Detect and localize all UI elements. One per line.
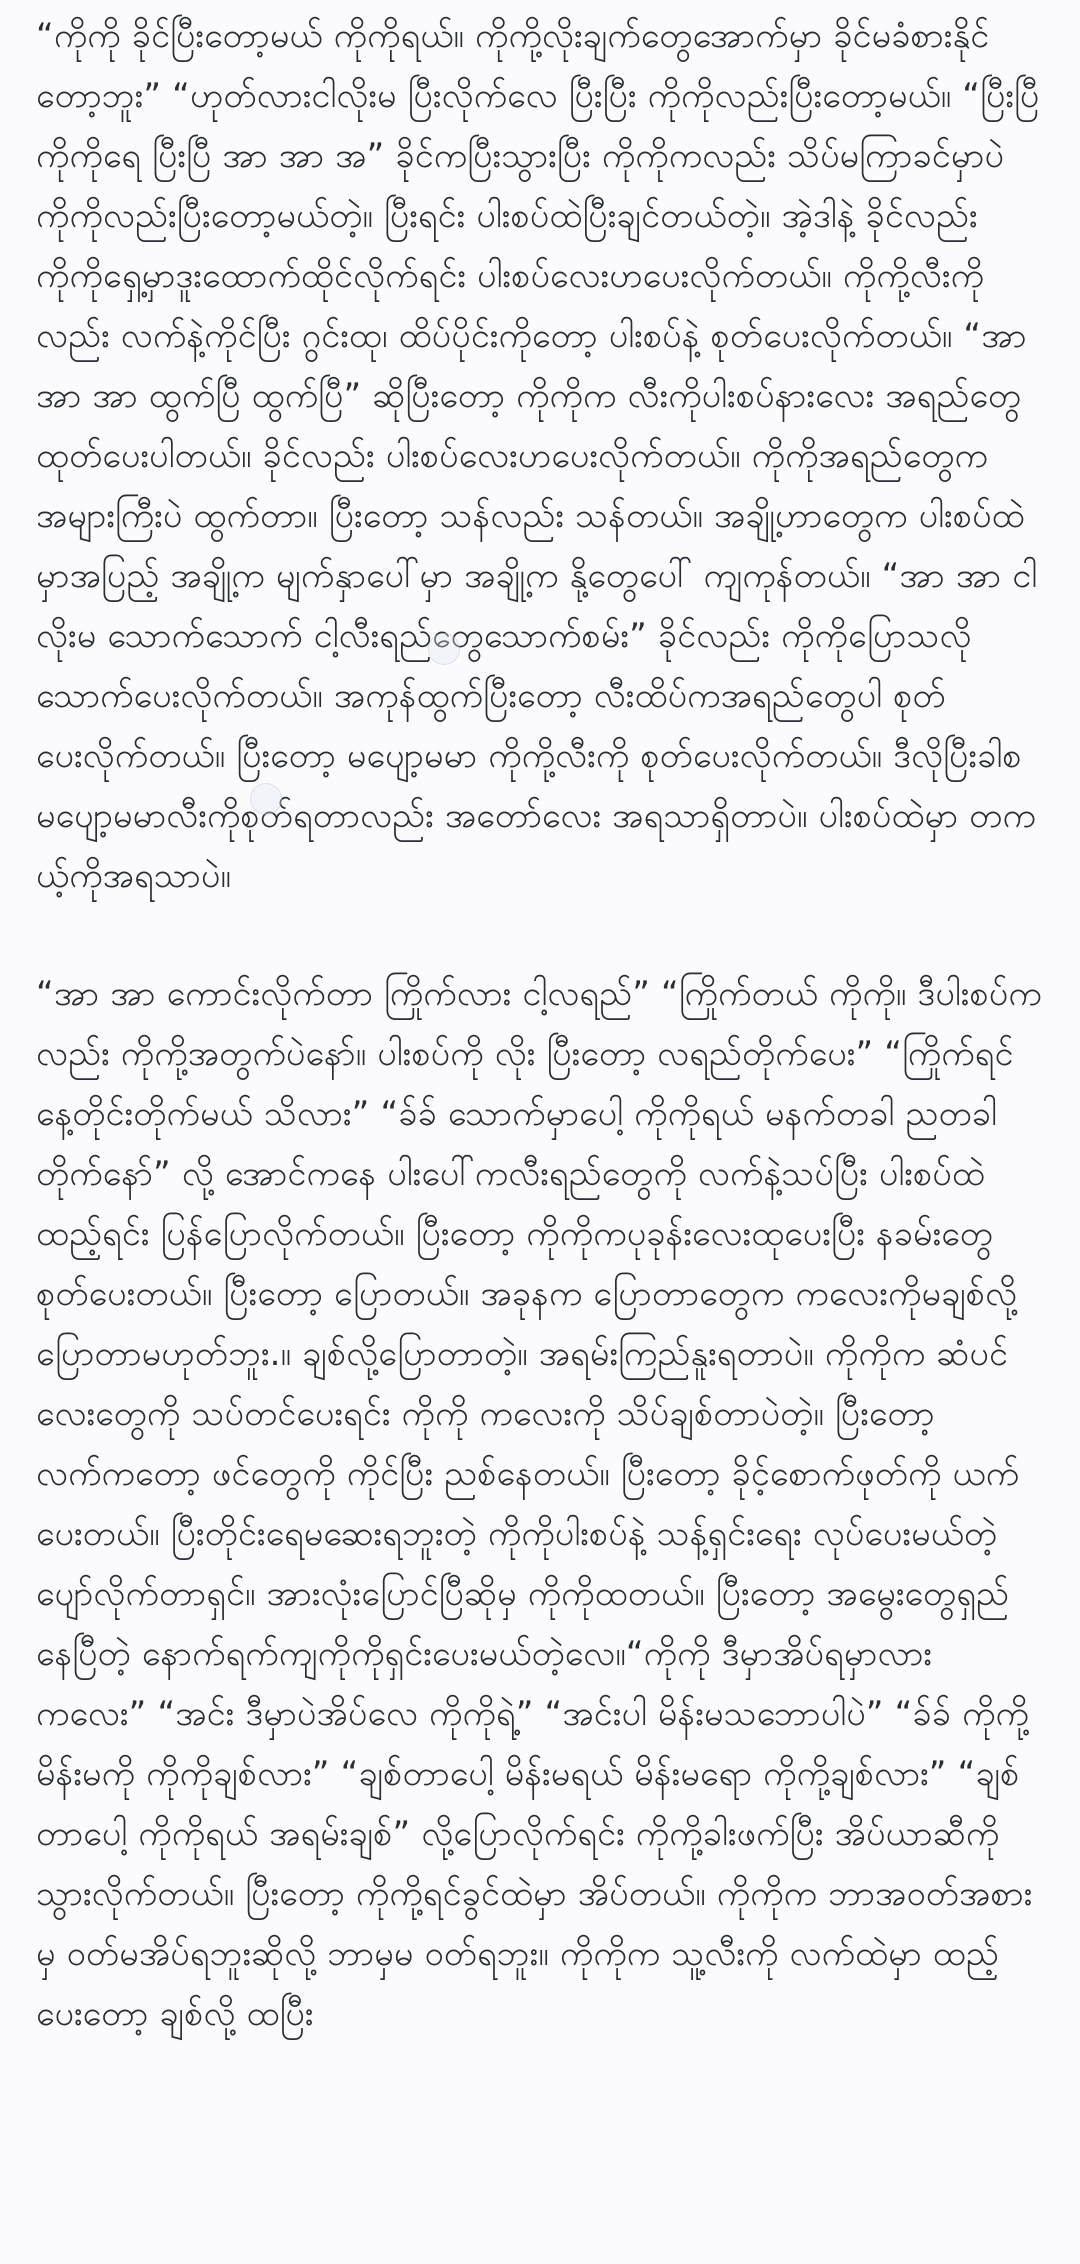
story-paragraph: “အာ အာ ကောင်းလိုက်တာ ကြိုက်လား ငါ့လရည်” “ကြိုက်တယ် ကိုကို။ ဒီပါးစပ်ကလည်း ကိုကို့အတွက်ပဲနော်။ ပါးစပ်ကို လိုး ပြီးတော့ လရည်တိုက်ပေး” “ကြိုက်ရင် နေ့တိုင်းတိုက်မယ် သိလား” “ခ်ခ် သောက်မှာပေါ့ ကိုကိုရယ် မနက်တခါ ညတခါတိုက်နော်” လို့ အောင်ကနေ ပါးပေါ်ကလီးရည်တွေကို လက်နဲ့သပ်ပြီး ပါးစပ်ထဲထည့်ရင်း ပြန်ပြောလိုက်တယ်။ ပြီးတော့ ကိုကိုကပုခုန်းလေးထုပေးပြီး နခမ်းတွေ စုတ်ပေးတယ်။ ပြီးတော့ ပြောတယ်။ အခုနက ပြောတာတွေက ကလေးကိုမချစ်လို့ ပြောတာမဟုတ်ဘူး.။ ချစ်လို့ပြောတာတဲ့။ အရမ်းကြည်နူးရတာပဲ။ ကိုကိုက ဆံပင်လေးတွေကို သပ်တင်ပေးရင်း ကိုကို ကလေးကို သိပ်ချစ်တာပဲတဲ့။ ပြီးတော့ လက်ကတော့ ဖင်တွေကို ကိုင်ပြီး ညစ်နေတယ်။ ပြီးတော့ ခိုင့်စောက်ဖုတ်ကို ယက်ပေးတယ်။ ပြီးတိုင်းရေမဆေးရဘူးတဲ့ ကိုကိုပါးစပ်နဲ့ သန့်ရှင်းရေး လုပ်ပေးမယ်တဲ့ ပျော်လိုက်တာရှင်။ အားလုံးပြောင်ပြီဆိုမှ ကိုကိုထတယ်။ ပြီးတော့ အမွေးတွေရှည်နေပြီတဲ့ နောက်ရက်ကျကိုကိုရှင်းပေးမယ်တဲ့လေ။“ကိုကို ဒီမှာအိပ်ရမှာလား ကလေး” “အင်း ဒီမှာပဲအိပ်လေ ကိုကိုရဲ့” “အင်းပါ မိန်းမသဘောပါပဲ” “ခ်ခ် ကိုကို့မိန်းမကို ကိုကိုချစ်လား” “ချစ်တာပေါ့ မိန်းမရယ် မိန်းမရော ကိုကို့ချစ်လား” “ချစ်တာပေါ့ ကိုကိုရယ် အရမ်းချစ်” လို့ပြောလိုက်ရင်း ကိုကို့ခါးဖက်ပြီး အိပ်ယာဆီကိုသွားလိုက်တယ်။ ပြီးတော့ ကိုကို့ရင်ခွင်ထဲမှာ အိပ်တယ်။ ကိုကိုက ဘာအဝတ်အစားမှ ဝတ်မအိပ်ရဘူးဆိုလို့ ဘာမှမ ဝတ်ရဘူး။ ကိုကိုက သူ့လီးကို လက်ထဲမှာ ထည့်ပေးတော့ ချစ်လို့ ထပြီး <box>36 974 1042 2034</box>
story-body <box>36 6 1051 2044</box>
selection-handle-icon <box>428 633 460 665</box>
selection-handle-icon <box>250 783 282 815</box>
story-paragraph: “ကိုကို ခိုင်ပြီးတော့မယ် ကိုကိုရယ်။ ကိုကို့လိုးချက်တွေအောက်မှာ ခိုင်မခံစားနိုင်တော့ဘူး” “ဟုတ်လားငါလိုးမ ပြီးလိုက်လေ ပြီးပြီး ကိုကိုလည်းပြီးတော့မယ်။ “ပြီးပြီ ကိုကိုရေ ပြီးပြီ အာ အာ အ” ခိုင်ကပြီးသွားပြီး ကိုကိုကလည်း သိပ်မကြာခင်မှာပဲ ကိုကိုလည်းပြီးတော့မယ်တဲ့။ ပြီးရင်း ပါးစပ်ထဲပြီးချင်တယ်တဲ့။ အဲ့ဒါနဲ့ ခိုင်လည်း ကိုကိုရှေ့မှာဒူးထောက်ထိုင်လိုက်ရင်း ပါးစပ်လေးဟပေးလိုက်တယ်။ ကိုကို့လီးကိုလည်း လက်နဲ့ကိုင်ပြီး ဂွင်းထု၊ ထိပ်ပိုင်းကိုတော့ ပါးစပ်နဲ့ စုတ်ပေးလိုက်တယ်။ “အာ အာ အာ ထွက်ပြီ ထွက်ပြီ” ဆိုပြီးတော့ ကိုကိုက လီးကိုပါးစပ်နားလေး အရည်တွေ ထုတ်ပေးပါတယ်။ ခိုင်လည်း ပါးစပ်လေးဟပေးလိုက်တယ်။ ကိုကိုအရည်တွေကအများကြီးပဲ ထွက်တာ။ ပြီးတော့ သန်လည်း သန်တယ်။ အချို့ဟာတွေက ပါးစပ်ထဲမှာအပြည့် အချို့က မျက်နှာပေါ်မှာ အချို့က နို့တွေပေါ် ကျကုန်တယ်။ “အာ အာ ငါလိုးမ သောက်သောက် ငါ့လီးရည်တွေသောက်စမ်း” ခိုင်လည်း ကိုကိုပြောသလို သောက်ပေးလိုက်တယ်။ အကုန်ထွက်ပြီးတော့ လီးထိပ်ကအရည်တွေပါ စုတ်ပေးလိုက်တယ်။ ပြီးတော့ မပျော့မမာ ကိုကို့လီးကို စုတ်ပေးလိုက်တယ်။ ဒီလိုပြီးခါစ မပျော့မမာလီးကိုစုတ်ရတာလည်း အတော်လေး အရသာရှိတာပဲ။ ပါးစပ်ထဲမှာ တကယ့်ကိုအရသာပဲ။ <box>36 16 1051 896</box>
